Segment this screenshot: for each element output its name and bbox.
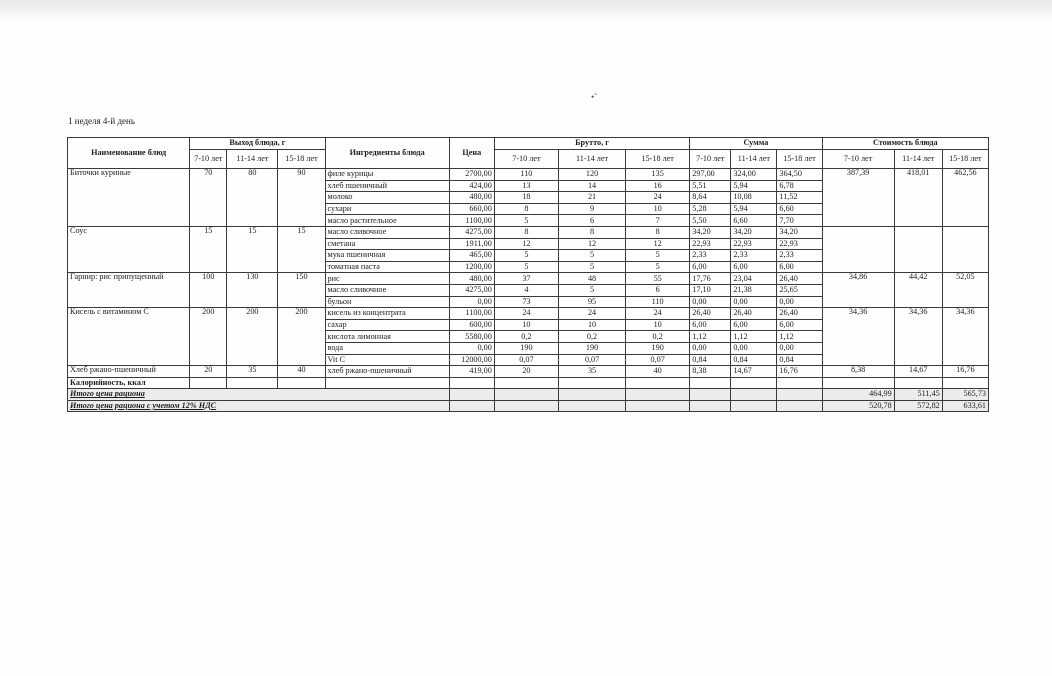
header-cost-age1: 7-10 лет: [822, 149, 894, 168]
calories-cell: [942, 377, 988, 389]
brutto-age2: 12: [558, 238, 625, 250]
sum-age3: 7,70: [777, 215, 822, 227]
ingredient-name: сметана: [325, 238, 449, 250]
header-output: Выход блюда, г: [190, 138, 325, 150]
brutto-age2: 0,2: [558, 331, 625, 343]
brutto-age2: 0,07: [558, 354, 625, 366]
page-subtitle: 1 неделя 4-й день: [68, 116, 135, 126]
ingredient-price: 4275,00: [449, 226, 494, 238]
header-sum: Сумма: [690, 138, 822, 150]
total-empty: [626, 400, 690, 412]
brutto-age3: 40: [626, 366, 690, 378]
header-row-2: [68, 149, 989, 168]
ingredient-name: Vit C: [325, 354, 449, 366]
ingredient-price: 4275,00: [449, 284, 494, 296]
sum-age3: 22,93: [777, 238, 822, 250]
total-vat-value-age3: 633,61: [942, 400, 988, 412]
ingredient-price: 465,00: [449, 250, 494, 262]
ingredient-price: 480,00: [449, 273, 494, 285]
ingredient-name: томатная паста: [325, 261, 449, 273]
ingredient-price: 1911,00: [449, 238, 494, 250]
total-vat-row: [68, 400, 989, 412]
scan-speck: •̃: [591, 92, 595, 102]
sum-age1: 2,33: [690, 250, 731, 262]
brutto-age3: 0,07: [626, 354, 690, 366]
calories-cell: [278, 377, 325, 389]
sum-age1: 8,38: [690, 366, 731, 378]
brutto-age1: 110: [494, 169, 558, 181]
sum-age2: 23,04: [731, 273, 777, 285]
brutto-age3: 10: [626, 319, 690, 331]
brutto-age3: 190: [626, 342, 690, 354]
output-age2: 200: [227, 308, 278, 366]
sum-age2: 22,93: [731, 238, 777, 250]
cost-age2: 44,42: [894, 273, 942, 308]
cost-age3: [942, 226, 988, 272]
ingredient-name: сахар: [325, 319, 449, 331]
output-age3: 200: [278, 308, 325, 366]
brutto-age3: 0,2: [626, 331, 690, 343]
total-empty: [494, 389, 558, 401]
header-output-age3: 15-18 лет: [278, 149, 325, 168]
calories-cell: [227, 377, 278, 389]
cost-age3: 52,05: [942, 273, 988, 308]
dish-name: Гарнир: рис припущенный: [68, 273, 190, 308]
ingredient-name: кисель из концентрата: [325, 308, 449, 320]
brutto-age1: 73: [494, 296, 558, 308]
brutto-age2: 5: [558, 261, 625, 273]
sum-age3: 0,00: [777, 342, 822, 354]
cost-age3: 462,56: [942, 169, 988, 227]
sum-age1: 22,93: [690, 238, 731, 250]
sum-age3: 6,00: [777, 261, 822, 273]
brutto-age2: 95: [558, 296, 625, 308]
calories-cell: [494, 377, 558, 389]
brutto-age2: 35: [558, 366, 625, 378]
sum-age2: 21,38: [731, 284, 777, 296]
brutto-age1: 5: [494, 261, 558, 273]
sum-age3: 364,50: [777, 169, 822, 181]
cost-age1: 34,36: [822, 308, 894, 366]
ingredient-name: рис: [325, 273, 449, 285]
ingredient-name: масло сливочное: [325, 284, 449, 296]
cost-age2: 14,67: [894, 366, 942, 378]
total-empty: [731, 389, 777, 401]
sum-age2: 14,67: [731, 366, 777, 378]
calories-cell: [449, 377, 494, 389]
ingredient-price: 5580,00: [449, 331, 494, 343]
calories-cell: [777, 377, 822, 389]
calories-cell: [190, 377, 227, 389]
brutto-age2: 14: [558, 180, 625, 192]
calories-cell: [626, 377, 690, 389]
header-sum-age3: 15-18 лет: [777, 149, 822, 168]
total-empty: [731, 400, 777, 412]
cost-age2: 34,36: [894, 308, 942, 366]
total-empty: [626, 389, 690, 401]
brutto-age1: 0,07: [494, 354, 558, 366]
table-row: [68, 226, 989, 238]
table-row: [68, 169, 989, 181]
sum-age1: 0,00: [690, 296, 731, 308]
sum-age2: 5,94: [731, 180, 777, 192]
sum-age3: 25,65: [777, 284, 822, 296]
output-age1: 15: [190, 226, 227, 272]
header-price: Цена: [449, 138, 494, 169]
sum-age3: 0,84: [777, 354, 822, 366]
ingredient-price: 424,00: [449, 180, 494, 192]
header-row-1: [68, 138, 989, 150]
table-row: [68, 308, 989, 320]
output-age3: 90: [278, 169, 325, 227]
ingredient-price: 600,00: [449, 319, 494, 331]
ingredient-name: бульон: [325, 296, 449, 308]
output-age1: 100: [190, 273, 227, 308]
header-output-age2: 11-14 лет: [227, 149, 278, 168]
header-brutto: Брутто, г: [494, 138, 689, 150]
ingredient-price: 2700,00: [449, 169, 494, 181]
brutto-age3: 135: [626, 169, 690, 181]
brutto-age1: 4: [494, 284, 558, 296]
ingredient-price: 12000,00: [449, 354, 494, 366]
total-empty: [690, 400, 731, 412]
brutto-age1: 8: [494, 203, 558, 215]
calories-row: [68, 377, 989, 389]
sum-age2: 0,00: [731, 342, 777, 354]
sum-age3: 1,12: [777, 331, 822, 343]
brutto-age2: 190: [558, 342, 625, 354]
ingredient-name: масло растительное: [325, 215, 449, 227]
brutto-age1: 0,2: [494, 331, 558, 343]
header-brutto-age3: 15-18 лет: [626, 149, 690, 168]
total-empty: [558, 400, 625, 412]
total-empty: [494, 400, 558, 412]
brutto-age3: 24: [626, 308, 690, 320]
sum-age2: 5,94: [731, 203, 777, 215]
sum-age1: 0,84: [690, 354, 731, 366]
brutto-age3: 5: [626, 261, 690, 273]
sum-age2: 26,40: [731, 308, 777, 320]
brutto-age1: 190: [494, 342, 558, 354]
brutto-age1: 5: [494, 215, 558, 227]
sum-age1: 17,76: [690, 273, 731, 285]
ingredient-price: 1200,00: [449, 261, 494, 273]
sum-age3: 11,52: [777, 192, 822, 204]
total-label: Итого цена рациона: [68, 389, 450, 401]
calories-cell: [690, 377, 731, 389]
brutto-age3: 16: [626, 180, 690, 192]
brutto-age1: 20: [494, 366, 558, 378]
cost-age2: [894, 226, 942, 272]
sum-age1: 0,00: [690, 342, 731, 354]
brutto-age2: 8: [558, 226, 625, 238]
sum-age2: 6,00: [731, 319, 777, 331]
brutto-age2: 24: [558, 308, 625, 320]
cost-age1: [822, 226, 894, 272]
output-age2: 80: [227, 169, 278, 227]
total-vat-value-age1: 520,78: [822, 400, 894, 412]
ingredient-name: масло сливочное: [325, 226, 449, 238]
ingredient-name: мука пшеничная: [325, 250, 449, 262]
header-sum-age1: 7-10 лет: [690, 149, 731, 168]
sum-age1: 6,00: [690, 319, 731, 331]
brutto-age1: 8: [494, 226, 558, 238]
total-empty: [777, 389, 822, 401]
header-sum-age2: 11-14 лет: [731, 149, 777, 168]
ingredient-name: филе курицы: [325, 169, 449, 181]
brutto-age3: 24: [626, 192, 690, 204]
ingredient-price: 419,00: [449, 366, 494, 378]
total-empty: [449, 400, 494, 412]
scan-top-shadow: [0, 0, 1052, 22]
brutto-age3: 110: [626, 296, 690, 308]
ingredient-name: сухари: [325, 203, 449, 215]
brutto-age1: 24: [494, 308, 558, 320]
ingredient-price: 0,00: [449, 296, 494, 308]
brutto-age2: 5: [558, 250, 625, 262]
ingredient-price: 480,00: [449, 192, 494, 204]
sum-age2: 0,00: [731, 296, 777, 308]
calories-cell: [822, 377, 894, 389]
sum-age1: 34,20: [690, 226, 731, 238]
cost-age1: 387,39: [822, 169, 894, 227]
output-age2: 15: [227, 226, 278, 272]
ingredient-price: 0,00: [449, 342, 494, 354]
ingredient-name: кислота лимонная: [325, 331, 449, 343]
dish-name: Хлеб ржано-пшеничный: [68, 366, 190, 378]
ingredient-name: хлеб ржано-пшеничный: [325, 366, 449, 378]
output-age3: 40: [278, 366, 325, 378]
cost-age3: 16,76: [942, 366, 988, 378]
menu-table: [67, 137, 989, 412]
header-cost-age2: 11-14 лет: [894, 149, 942, 168]
sum-age2: 34,20: [731, 226, 777, 238]
sum-age1: 5,28: [690, 203, 731, 215]
dish-name: Соус: [68, 226, 190, 272]
total-value-age2: 511,45: [894, 389, 942, 401]
brutto-age3: 8: [626, 226, 690, 238]
sum-age3: 26,40: [777, 308, 822, 320]
sum-age3: 34,20: [777, 226, 822, 238]
brutto-age2: 48: [558, 273, 625, 285]
total-vat-label: Итого цена рациона с учетом 12% НДС: [68, 400, 450, 412]
sum-age2: 0,84: [731, 354, 777, 366]
ingredient-price: 1100,00: [449, 215, 494, 227]
output-age1: 70: [190, 169, 227, 227]
total-vat-value-age2: 572,82: [894, 400, 942, 412]
header-dish: Наименование блюд: [68, 138, 190, 169]
brutto-age1: 10: [494, 319, 558, 331]
output-age1: 20: [190, 366, 227, 378]
total-row: [68, 389, 989, 401]
brutto-age3: 12: [626, 238, 690, 250]
sum-age3: 0,00: [777, 296, 822, 308]
cost-age2: 418,01: [894, 169, 942, 227]
brutto-age2: 9: [558, 203, 625, 215]
header-ingredients: Ингредиенты блюда: [325, 138, 449, 169]
table-row: [68, 366, 989, 378]
brutto-age3: 55: [626, 273, 690, 285]
header-cost-age3: 15-18 лет: [942, 149, 988, 168]
sum-age3: 2,33: [777, 250, 822, 262]
brutto-age1: 18: [494, 192, 558, 204]
output-age2: 130: [227, 273, 278, 308]
total-value-age3: 565,73: [942, 389, 988, 401]
total-empty: [777, 400, 822, 412]
total-value-age1: 464,99: [822, 389, 894, 401]
ingredient-price: 660,00: [449, 203, 494, 215]
calories-cell: [731, 377, 777, 389]
sum-age1: 1,12: [690, 331, 731, 343]
sum-age1: 5,50: [690, 215, 731, 227]
sum-age1: 5,51: [690, 180, 731, 192]
sum-age3: 26,40: [777, 273, 822, 285]
sum-age2: 6,00: [731, 261, 777, 273]
calories-cell: [894, 377, 942, 389]
brutto-age2: 5: [558, 284, 625, 296]
sum-age1: 297,00: [690, 169, 731, 181]
sum-age3: 6,78: [777, 180, 822, 192]
sum-age2: 10,08: [731, 192, 777, 204]
sum-age2: 1,12: [731, 331, 777, 343]
sum-age2: 6,60: [731, 215, 777, 227]
brutto-age1: 37: [494, 273, 558, 285]
sum-age3: 6,00: [777, 319, 822, 331]
sum-age1: 17,10: [690, 284, 731, 296]
brutto-age2: 120: [558, 169, 625, 181]
cost-age3: 34,36: [942, 308, 988, 366]
output-age3: 15: [278, 226, 325, 272]
ingredient-name: вода: [325, 342, 449, 354]
brutto-age3: 6: [626, 284, 690, 296]
brutto-age2: 21: [558, 192, 625, 204]
sum-age2: 2,33: [731, 250, 777, 262]
calories-cell: [558, 377, 625, 389]
header-brutto-age2: 11-14 лет: [558, 149, 625, 168]
sum-age3: 16,76: [777, 366, 822, 378]
brutto-age2: 10: [558, 319, 625, 331]
sum-age3: 6,60: [777, 203, 822, 215]
brutto-age3: 10: [626, 203, 690, 215]
dish-name: Кисель с витамином С: [68, 308, 190, 366]
total-empty: [449, 389, 494, 401]
total-empty: [558, 389, 625, 401]
cost-age1: 8,38: [822, 366, 894, 378]
table-row: [68, 273, 989, 285]
sum-age1: 26,40: [690, 308, 731, 320]
output-age2: 35: [227, 366, 278, 378]
ingredient-price: 1100,00: [449, 308, 494, 320]
brutto-age3: 5: [626, 250, 690, 262]
sum-age1: 8,64: [690, 192, 731, 204]
total-empty: [690, 389, 731, 401]
ingredient-name: молоко: [325, 192, 449, 204]
calories-label: Калорийность, ккал: [68, 377, 190, 389]
sum-age2: 324,00: [731, 169, 777, 181]
brutto-age1: 5: [494, 250, 558, 262]
brutto-age1: 12: [494, 238, 558, 250]
dish-name: Биточки куриные: [68, 169, 190, 227]
header-output-age1: 7-10 лет: [190, 149, 227, 168]
menu-body: [68, 169, 989, 412]
ingredient-name: хлеб пшеничный: [325, 180, 449, 192]
cost-age1: 34,86: [822, 273, 894, 308]
header-brutto-age1: 7-10 лет: [494, 149, 558, 168]
calories-cell: [325, 377, 449, 389]
header-cost: Стоимость блюда: [822, 138, 988, 150]
brutto-age1: 13: [494, 180, 558, 192]
sum-age1: 6,00: [690, 261, 731, 273]
brutto-age3: 7: [626, 215, 690, 227]
brutto-age2: 6: [558, 215, 625, 227]
output-age3: 150: [278, 273, 325, 308]
output-age1: 200: [190, 308, 227, 366]
